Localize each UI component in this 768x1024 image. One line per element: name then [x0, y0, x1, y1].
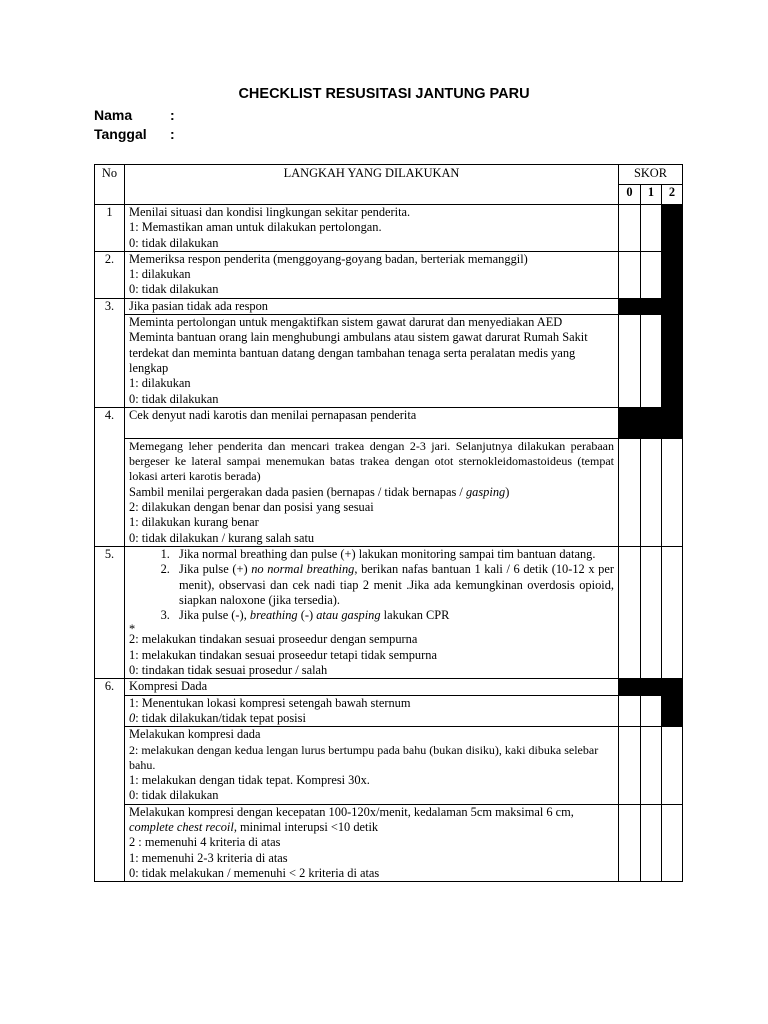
- header-skor-2: 2: [662, 185, 683, 205]
- table-row: [95, 315, 683, 408]
- step-cell: [125, 695, 619, 727]
- table-row: [95, 205, 683, 252]
- score-cell-2-blocked: [662, 407, 683, 438]
- table-row: [95, 695, 683, 727]
- row-number: 1: [95, 205, 125, 252]
- score-cell-0[interactable]: [619, 315, 641, 408]
- step-text: 1: melakukan tindakan sesuai proseedur tetapi tidak sempurna: [129, 647, 437, 662]
- score-cell-0[interactable]: [619, 804, 641, 881]
- table-row: [95, 546, 683, 678]
- nama-field: [94, 107, 175, 123]
- score-cell-1-blocked: [641, 679, 662, 695]
- step-text: 2 : memenuhi 4 kriteria di atas: [129, 835, 281, 850]
- step-cell: [125, 251, 619, 298]
- score-cell-1-blocked: [641, 298, 662, 314]
- row-number: 2.: [95, 251, 125, 298]
- score-cell-1-blocked: [641, 407, 662, 438]
- step-heading: Kompresi Dada: [125, 679, 619, 695]
- score-cell-2-blocked: [662, 298, 683, 314]
- score-cell-2[interactable]: [662, 546, 683, 678]
- score-cell-2-blocked: [662, 205, 683, 252]
- list-item: 3. Jika pulse (-), breathing (-) atau gasping lakukan CPR: [173, 608, 614, 623]
- step-text: Sambil menilai pergerakan dada pasien (bernapas / tidak bernapas / gasping): [129, 484, 510, 499]
- score-cell-2-blocked: [662, 251, 683, 298]
- step-text: 1: melakukan dengan tidak tepat. Kompresi 30x.: [129, 773, 370, 788]
- score-cell-1[interactable]: [641, 804, 662, 881]
- step-heading: Cek denyut nadi karotis dan menilai pernapasan penderita: [125, 407, 619, 438]
- asterisk: *: [129, 622, 136, 637]
- header-skor-1: 1: [641, 185, 662, 205]
- step-text: 0: tidak dilakukan: [129, 235, 219, 250]
- step-text: 1: dilakukan: [129, 267, 191, 282]
- score-cell-0[interactable]: [619, 251, 641, 298]
- step-text: 1: dilakukan kurang benar: [129, 515, 259, 530]
- step-text: 0: tidak dilakukan/tidak tepat posisi: [129, 710, 306, 725]
- table-row: [95, 407, 683, 438]
- step-cell: [125, 727, 619, 804]
- step-text: 1: Menentukan lokasi kompresi setengah bawah sternum: [129, 695, 411, 710]
- table-row: [95, 251, 683, 298]
- step-heading: Jika pasian tidak ada respon: [125, 298, 619, 314]
- step-list: [129, 547, 614, 623]
- header-no: No: [95, 165, 125, 205]
- step-text: 1: memenuhi 2-3 kriteria di atas: [129, 850, 288, 865]
- score-cell-2[interactable]: [662, 438, 683, 546]
- score-cell-2-blocked: [662, 695, 683, 727]
- score-cell-1[interactable]: [641, 315, 662, 408]
- score-cell-0[interactable]: [619, 205, 641, 252]
- score-cell-2[interactable]: [662, 804, 683, 881]
- score-cell-1[interactable]: [641, 546, 662, 678]
- step-text: 0: tidak dilakukan: [129, 391, 219, 406]
- tanggal-label: Tanggal: [94, 126, 147, 142]
- step-text: Memeriksa respon penderita (menggoyang-goyang badan, berteriak memanggil): [129, 251, 528, 266]
- step-text: Meminta bantuan orang lain menghubungi ambulans atau sistem gawat darurat Rumah Sakit terdekat dan meminta bantuan datang dengan tambahan tenaga serta peralatan medis yang lengkap: [129, 330, 588, 375]
- table-row: [95, 727, 683, 804]
- step-text: 0: tidak dilakukan / kurang salah satu: [129, 530, 315, 545]
- row-number: 4.: [95, 407, 125, 546]
- step-text: 0: tidak melakukan / memenuhi < 2 kriteria di atas: [129, 865, 380, 880]
- step-text: 1: Memastikan aman untuk dilakukan pertolongan.: [129, 220, 382, 235]
- tanggal-field: [94, 126, 175, 142]
- checklist-table: [94, 164, 683, 882]
- score-cell-2[interactable]: [662, 727, 683, 804]
- score-cell-0[interactable]: [619, 695, 641, 727]
- table-row: [95, 804, 683, 881]
- table-row: [95, 679, 683, 695]
- step-text: 1: dilakukan: [129, 376, 191, 391]
- row-number: 3.: [95, 298, 125, 407]
- score-cell-1[interactable]: [641, 727, 662, 804]
- step-text: 2: melakukan dengan kedua lengan lurus bertumpu pada bahu (bukan disiku), kaki dibuka selebar bahu.: [129, 742, 599, 772]
- score-cell-2-blocked: [662, 315, 683, 408]
- score-cell-0-blocked: [619, 298, 641, 314]
- step-cell: [125, 205, 619, 252]
- row-number: 5.: [95, 546, 125, 678]
- list-item: 1. Jika normal breathing dan pulse (+) lakukan monitoring sampai tim bantuan datang.: [173, 547, 614, 562]
- score-cell-0[interactable]: [619, 438, 641, 546]
- step-cell: [125, 315, 619, 408]
- step-text: 0: tidak dilakukan: [129, 282, 219, 297]
- score-cell-1[interactable]: [641, 205, 662, 252]
- header-skor-0: 0: [619, 185, 641, 205]
- step-text: Memegang leher penderita dan mencari trakea dengan 2-3 jari. Selanjutnya dilakukan perabaan bergeser ke lateral sampai menemukan batas trakea dengan otot sternokleidomastoideus (tempat lokasi arteri karotis berada): [129, 438, 614, 484]
- nama-label: Nama: [94, 107, 133, 123]
- step-text: 2: dilakukan dengan benar dan posisi yang sesuai: [129, 500, 374, 515]
- step-cell: [125, 546, 619, 678]
- step-text: Melakukan kompresi dada: [129, 727, 261, 742]
- header-skor: SKOR: [619, 165, 683, 185]
- step-cell: [125, 804, 619, 881]
- nama-colon: :: [170, 107, 175, 123]
- step-cell: [125, 438, 619, 546]
- table-row: [95, 298, 683, 314]
- list-item: 2. Jika pulse (+) no normal breathing, berikan nafas bantuan 1 kali / 6 detik (10-12 x per menit), observasi dan cek nadi tiap 2 menit .Jika ada kemungkinan overdosis opioid, siapkan naloxone (jika tersedia).: [173, 562, 614, 608]
- score-cell-0-blocked: [619, 407, 641, 438]
- table-row: [95, 438, 683, 546]
- header-langkah: LANGKAH YANG DILAKUKAN: [125, 165, 619, 205]
- step-text: 0: tidak dilakukan: [129, 788, 219, 803]
- score-cell-2-blocked: [662, 679, 683, 695]
- step-text: 0: tindakan tidak sesuai prosedur / salah: [129, 663, 328, 678]
- step-text: Meminta pertolongan untuk mengaktifkan sistem gawat darurat dan menyediakan AED: [129, 315, 563, 330]
- step-text: 2: melakukan tindakan sesuai proseedur dengan sempurna: [129, 632, 418, 647]
- step-text: Menilai situasi dan kondisi lingkungan sekitar penderita.: [129, 205, 411, 219]
- score-cell-1[interactable]: [641, 251, 662, 298]
- score-cell-1[interactable]: [641, 438, 662, 546]
- page-title: CHECKLIST RESUSITASI JANTUNG PARU: [238, 86, 530, 102]
- score-cell-0-blocked: [619, 679, 641, 695]
- score-cell-0[interactable]: [619, 727, 641, 804]
- score-cell-1[interactable]: [641, 695, 662, 727]
- step-text: Melakukan kompresi dengan kecepatan 100-120x/menit, kedalaman 5cm maksimal 6 cm, complete chest recoil, minimal interupsi <10 detik: [129, 804, 574, 834]
- score-cell-0[interactable]: [619, 546, 641, 678]
- tanggal-colon: :: [170, 126, 175, 142]
- row-number: 6.: [95, 679, 125, 882]
